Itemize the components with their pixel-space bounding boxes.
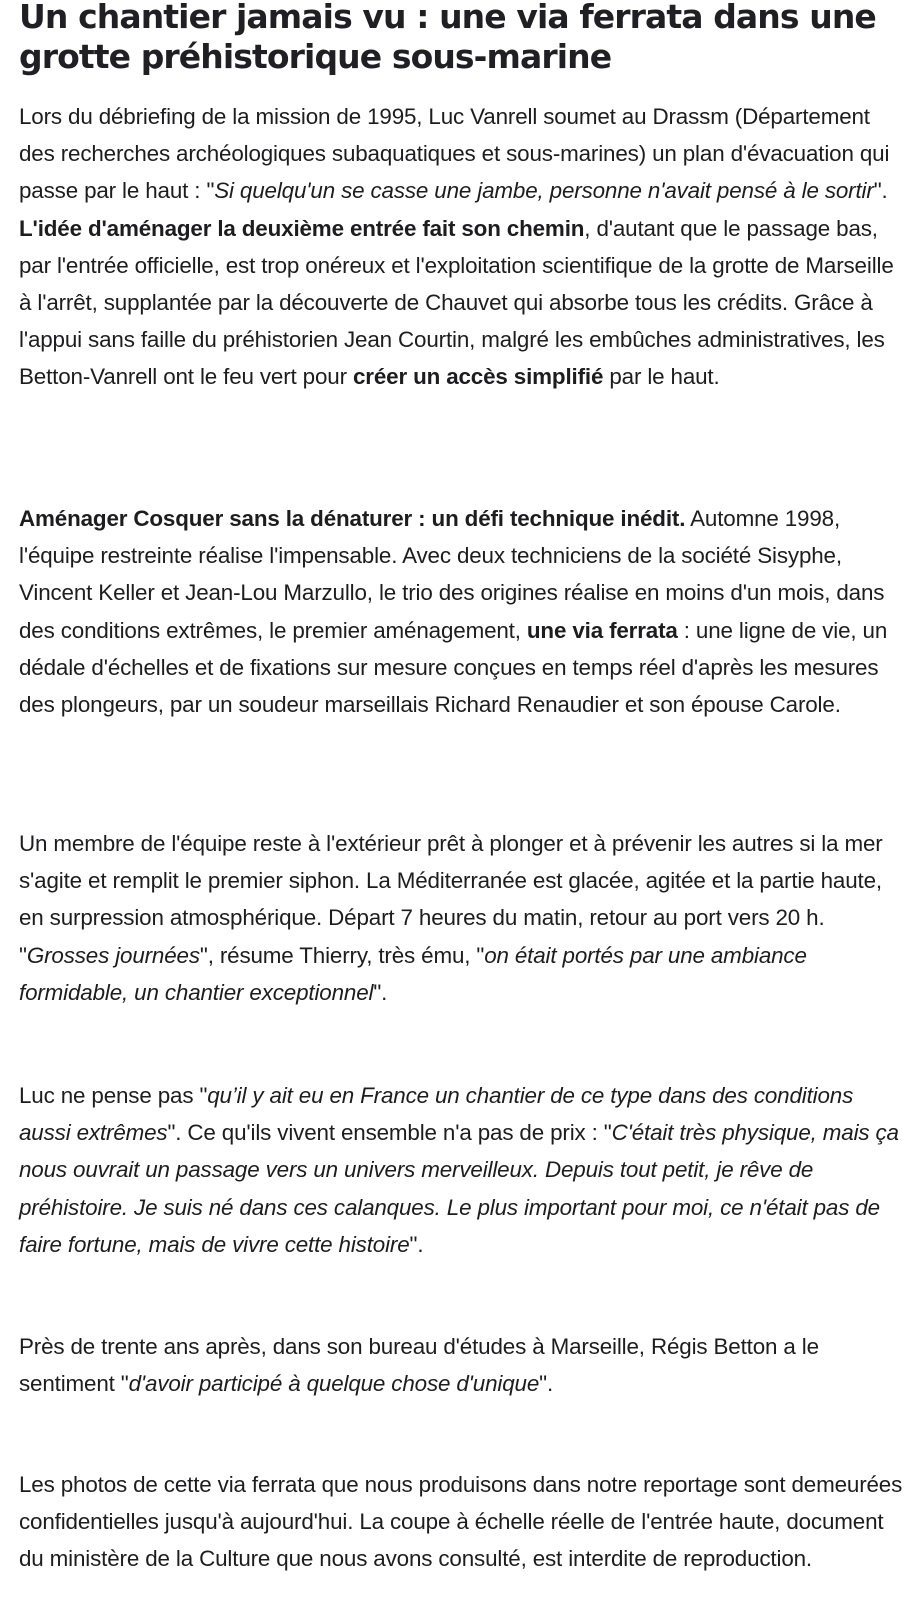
text: ", résume Thierry, très ému, "	[199, 942, 485, 968]
emphasis: L'idée d'aménager la deuxième entrée fait son chemin	[19, 215, 585, 241]
text: Luc ne pense pas "	[19, 1083, 208, 1108]
text: ".	[373, 979, 388, 1005]
text: Les photos de cette via ferrata que nous produisons dans notre reportage sont demeurées confidentielles jusqu'à aujourd'hui. La coupe à échelle réelle de l'entrée haute, document du ministère de la Culture que nous avons consulté, est interdite de reproduction.	[19, 1472, 903, 1572]
quote: on était portés par une ambiance formidable, un chantier exceptionnel	[19, 942, 807, 1005]
paragraph-photos-notice	[19, 1466, 907, 1578]
quote: qu’il y ait eu en France un chantier de ce type dans des conditions aussi extrêmes	[19, 1083, 854, 1146]
paragraph-regis-betton	[19, 1328, 907, 1402]
paragraph-technical-challenge	[19, 500, 907, 723]
text: ". Ce qu'ils vivent ensemble n'a pas de prix : "	[167, 1120, 612, 1146]
emphasis: créer un accès simplifié	[352, 364, 604, 390]
quote: Grosses journées	[26, 942, 200, 968]
paragraph-working-conditions	[19, 825, 907, 1011]
quote: C'était très physique, mais ça nous ouvrait un passage vers un univers merveilleux. Depuis tout petit, je rêve de préhistoire. Je suis né dans ces calanques. Le plus important pour moi, ce n'était pas de faire fortune, mais de vivre cette histoire	[19, 1120, 899, 1257]
text: ".	[873, 178, 888, 204]
text: Près de trente ans après, dans son bureau d'études à Marseille, Régis Betton a le sentiment "	[19, 1334, 819, 1397]
quote: d'avoir participé à quelque chose d'unique	[128, 1371, 540, 1397]
paragraph-evacuation-plan	[19, 98, 907, 396]
text: Lors du débriefing de la mission de 1995, Luc Vanrell soumet au Drassm (Département des recherches archéologiques subaquatiques et sous-marines) un plan d'évacuation qui passe par le haut : "	[19, 104, 890, 204]
text: Un membre de l'équipe reste à l'extérieur prêt à plonger et à prévenir les autres si la mer s'agite et remplit le premier siphon. La Méditerranée est glacée, agitée et la partie haute, en surpression atmosphérique. Départ 7 heures du matin, retour au port vers 20 h. "	[19, 831, 883, 968]
text: : une ligne de vie, un dédale d'échelles et de fixations sur mesure conçues en temps réel d'après les mesures des plongeurs, par un soudeur marseillais Richard Renaudier et son épouse Carole.	[19, 617, 888, 718]
paragraph-luc-testimony	[19, 1077, 907, 1263]
article-title: Un chantier jamais vu : une via ferrata dans une grotte préhistorique sous-marine	[19, 0, 876, 76]
text: par le haut.	[603, 364, 720, 390]
quote: Si quelqu'un se casse une jambe, personne n'avait pensé à le sortir	[214, 178, 874, 204]
text: Automne 1998, l'équipe restreinte réalise l'impensable. Avec deux techniciens de la société Sisyphe, Vincent Keller et Jean-Lou Marzullo, le trio des origines réalise en moins d'un mois, dans des conditions extrêmes, le premier aménagement,	[19, 506, 885, 643]
text: , d'autant que le passage bas, par l'entrée officielle, est trop onéreux et l'exploitation scientifique de la grotte de Marseille à l'arrêt, supplantée par la découverte de Chauvet qui absorbe tous les crédits. Grâce à l'appui sans faille du préhistorien Jean Courtin, malgré les embûches administratives, les Betton-Vanrell ont le feu vert pour	[19, 215, 894, 390]
text: ".	[409, 1231, 424, 1257]
emphasis: Aménager Cosquer sans la dénaturer : un défi technique inédit.	[19, 506, 686, 531]
text: ".	[539, 1371, 554, 1397]
emphasis: une via ferrata	[526, 617, 678, 643]
